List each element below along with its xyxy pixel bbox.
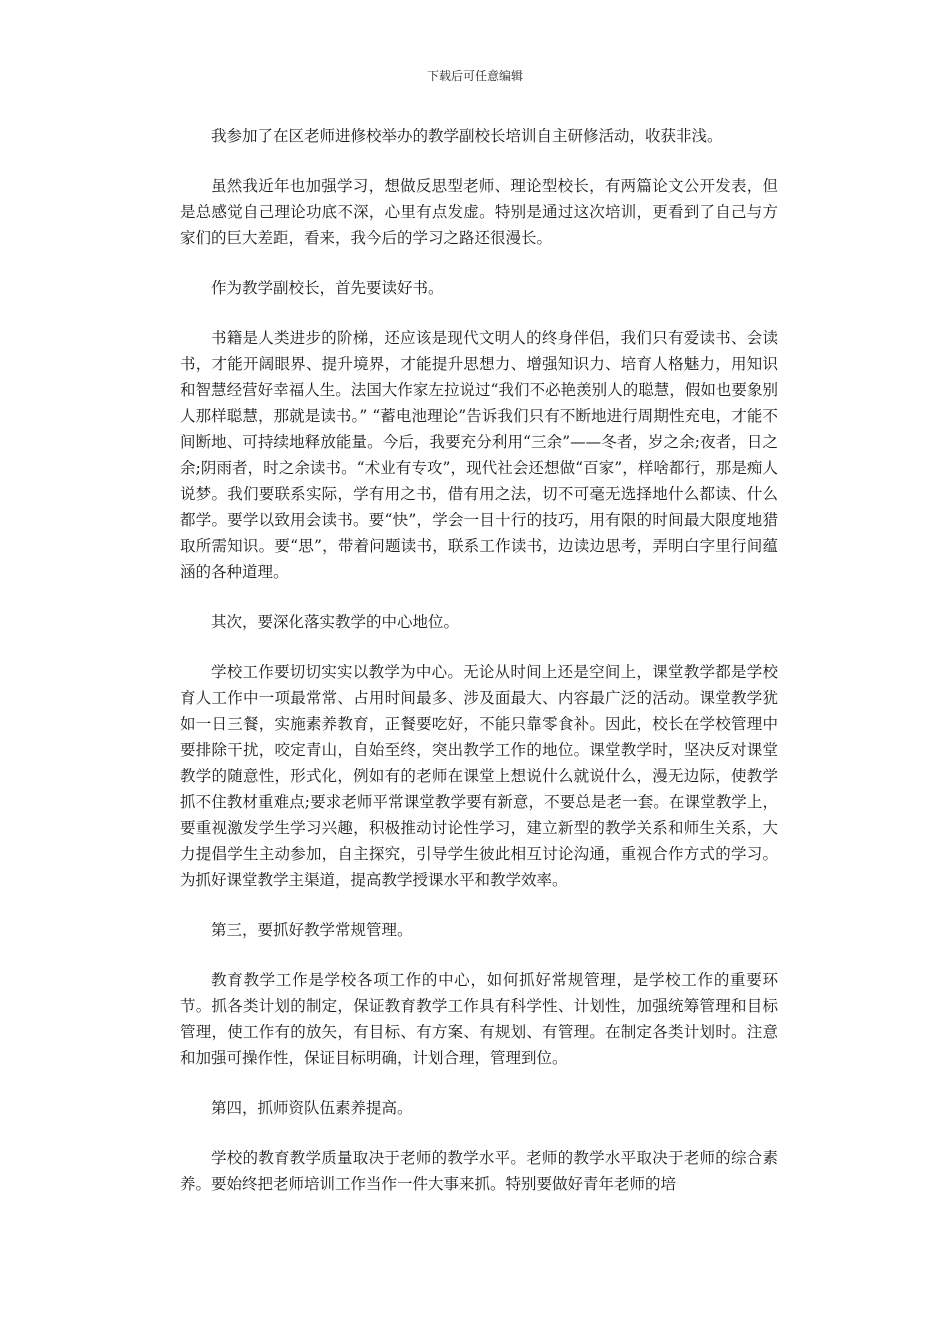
- paragraph-teaching-center: 学校工作要切切实实以教学为中心。无论从时间上还是空间上，课堂教学都是学校育人工作中一项最常常、占用时间最多、涉及面最大、内容最广泛的活动。课堂教学犹如一日三餐，实施素养教育，正餐要吃好，不能只靠零食补。因此，校长在学校管理中要排除干扰，咬定青山，自始至终，突出教学工作的地位。课堂教学时，坚决反对课堂教学的随意性，形式化，例如有的老师在课堂上想说什么就说什么，漫无边际，使教学抓不住教材重难点;要求老师平常课堂教学要有新意，不要总是老一套。在课堂教学上，要重视激发学生学习兴趣，积极推动讨论性学习，建立新型的教学关系和师生关系，大力提倡学生主动参加，自主探究，引导学生彼此相互讨论沟通，重视合作方式的学习。为抓好课堂教学主渠道，提高教学授课水平和教学效率。: [180, 663, 778, 889]
- section-heading-teacher-quality: 第四，抓师资队伍素养提高。: [211, 1099, 413, 1117]
- section-heading-routine-management: 第三，要抓好教学常规管理。: [211, 921, 413, 939]
- paragraph-routine-management: 教育教学工作是学校各项工作的中心，如何抓好常规管理，是学校工作的重要环节。抓各类计划的制定，保证教育教学工作具有科学性、计划性，加强统筹管理和目标管理，使工作有的放矢，有目标、有方案、有规划、有管理。在制定各类计划时。注意和加强可操作性，保证目标明确，计划合理，管理到位。: [180, 971, 778, 1067]
- paragraph-intro: 我参加了在区老师进修校举办的教学副校长培训自主研修活动，收获非浅。: [211, 127, 723, 145]
- paragraph-reflection: 虽然我近年也加强学习，想做反思型老师、理论型校长，有两篇论文公开发表，但是总感觉自己理论功底不深，心里有点发虚。特别是通过这次培训，更看到了自己与方家们的巨大差距，看来，我今后的学习之路还很漫长。: [180, 177, 778, 247]
- header-text: 下载后可任意编辑: [426, 69, 523, 83]
- page-header: [0, 68, 950, 84]
- paragraph-teacher-quality: 学校的教育教学质量取决于老师的教学水平。老师的教学水平取决于老师的综合素养。要始终把老师培训工作当作一件大事来抓。特别要做好青年老师的培: [180, 1149, 778, 1193]
- document-body: [180, 123, 778, 1221]
- section-heading-teaching-center: 其次，要深化落实教学的中心地位。: [211, 613, 460, 631]
- section-heading-reading: 作为教学副校长，首先要读好书。: [211, 279, 444, 297]
- paragraph-reading: 书籍是人类进步的阶梯，还应该是现代文明人的终身伴侣，我们只有爱读书、会读书，才能开阔眼界、提升境界，才能提升思想力、增强知识力、培育人格魅力，用知识和智慧经营好幸福人生。法国大作家左拉说过“我们不必艳羡别人的聪慧，假如也要象别人那样聪慧，那就是读书。” “蓄电池理论”告诉我们只有不断地进行周期性充电，才能不间断地、可持续地释放能量。今后，我要充分利用“三余”——冬者，岁之余;夜者，日之余;阴雨者，时之余读书。“术业有专攻”，现代社会还想做“百家”，样啥都行，那是痴人说梦。我们要联系实际，学有用之书，借有用之法，切不可毫无选择地什么都读、什么都学。要学以致用会读书。要“快”，学会一目十行的技巧，用有限的时间最大限度地猎取所需知识。要“思”，带着问题读书，联系工作读书，边读边思考，弄明白字里行间蕴涵的各种道理。: [180, 329, 778, 581]
